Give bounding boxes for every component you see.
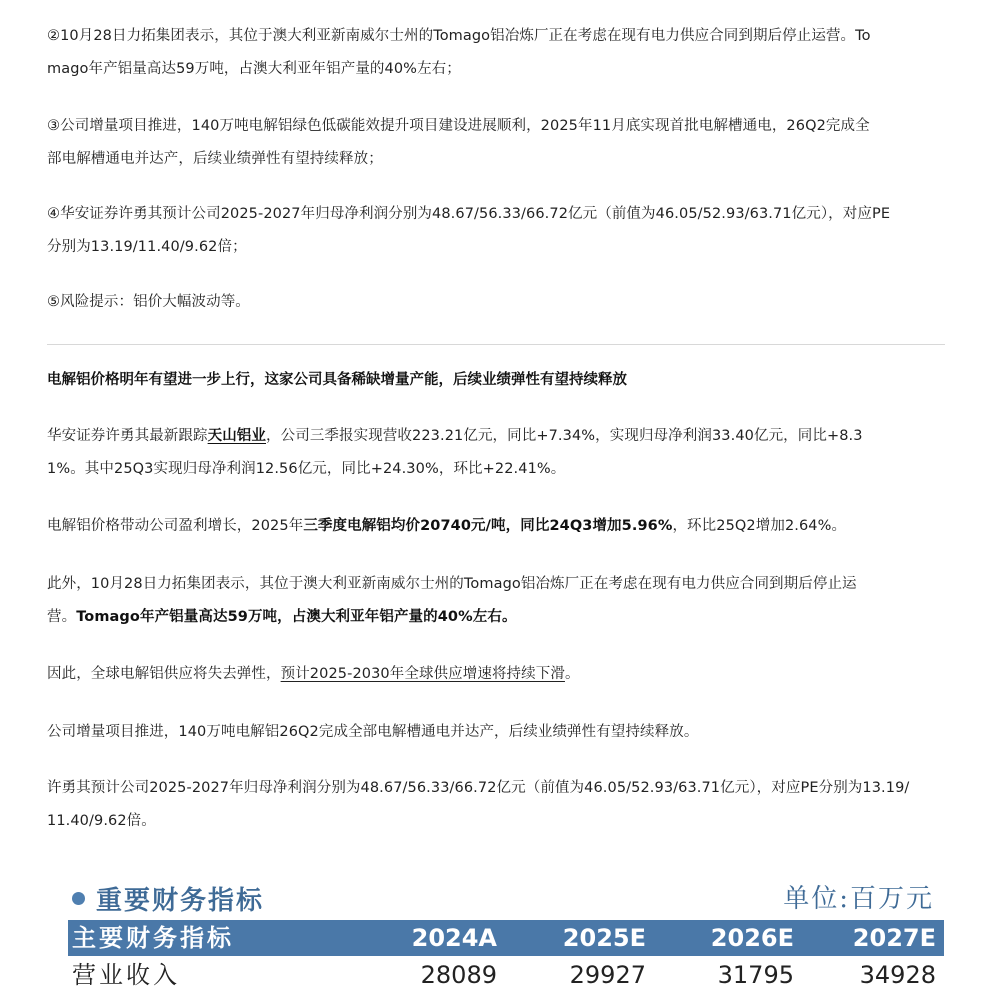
row-label: 营业收入 xyxy=(72,961,180,989)
header-cell-2026e: 2026E xyxy=(710,924,794,952)
para-4-post: 。 xyxy=(564,666,580,682)
point-3-line2: 部电解槽通电并达产，后续业绩弹性有望持续释放； xyxy=(47,151,383,167)
para-2-post: ，环比25Q2增加2.64%。 xyxy=(672,518,847,534)
para-4-underlined: 预计2025-2030年全球供应增速将持续下滑 xyxy=(280,666,565,682)
para-4-pre: 因此，全球电解铝供应将失去弹性， xyxy=(47,666,281,682)
row-cell-2025e: 29927 xyxy=(569,961,646,989)
point-3-line1: ③公司增量项目推进，140万吨电解铝绿色低碳能效提升项目建设进展顺利，2025年11月底实现首批电解槽通电，26Q2完成全 xyxy=(47,118,870,134)
header-cell-2027e: 2027E xyxy=(852,924,936,952)
point-4-line2: 分别为13.19/11.40/9.62倍； xyxy=(47,239,247,255)
article-heading: 电解铝价格明年有望进一步上行，这家公司具备稀缺增量产能，后续业绩弹性有望持续释放 xyxy=(47,372,627,388)
point-4 xyxy=(47,198,947,264)
financial-table-title-row xyxy=(68,876,944,920)
para-3-line2-bold: Tomago年产铝量高达59万吨，占澳大利亚年铝产量的40%左右。 xyxy=(76,609,517,625)
para-6-line1: 许勇其预计公司2025-2027年归母净利润分别为48.67/56.33/66.72亿元（前值为46.05/52.93/63.71亿元），对应PE分别为13.19/ xyxy=(47,780,910,796)
article-para-3 xyxy=(47,568,947,634)
row-cell-2024a: 28089 xyxy=(420,961,497,989)
company-link[interactable]: 天山铝业 xyxy=(207,428,267,444)
point-3 xyxy=(47,110,947,176)
row-cell-2026e: 31795 xyxy=(717,961,794,989)
point-2-line2: mago年产铝量高达59万吨，占澳大利亚年铝产量的40%左右； xyxy=(47,61,461,77)
financial-table-header xyxy=(68,920,944,956)
para-2-pre: 电解铝价格带动公司盈利增长，2025年 xyxy=(47,518,304,534)
article-para-5 xyxy=(47,716,947,749)
para-5-text: 公司增量项目推进，140万吨电解铝26Q2完成全部电解槽通电并达产，后续业绩弹性有望持续释放。 xyxy=(47,724,699,740)
financial-table-title: 重要财务指标 xyxy=(96,886,265,916)
para-2-bold: 三季度电解铝均价20740元/吨，同比24Q3增加5.96% xyxy=(303,518,673,534)
article-para-6 xyxy=(47,772,947,838)
para-1-pre: 华安证券许勇其最新跟踪 xyxy=(47,428,208,444)
para-6-line2: 11.40/9.62倍。 xyxy=(47,813,156,829)
point-2-line1: ②10月28日力拓集团表示，其位于澳大利亚新南威尔士州的Tomago铝冶炼厂正在考虑在现有电力供应合同到期后停止运营。To xyxy=(47,28,871,44)
section-divider xyxy=(47,344,945,345)
point-5 xyxy=(47,286,947,319)
article-para-4 xyxy=(47,658,947,691)
para-1-post: ，公司三季报实现营收223.21亿元，同比+7.34%，实现归母净利润33.40亿元，同比+8.3 xyxy=(266,428,863,444)
point-2 xyxy=(47,20,947,86)
row-cell-2027e: 34928 xyxy=(859,961,936,989)
header-cell-label: 主要财务指标 xyxy=(72,923,234,952)
bullet-dot-icon xyxy=(72,892,85,905)
para-3-line1: 此外，10月28日力拓集团表示，其位于澳大利亚新南威尔士州的Tomago铝冶炼厂正在考虑在现有电力供应合同到期后停止运 xyxy=(47,576,857,592)
table-row xyxy=(68,958,944,992)
header-cell-2024a: 2024A xyxy=(411,924,497,952)
header-cell-2025e: 2025E xyxy=(562,924,646,952)
point-5-text: ⑤风险提示：铝价大幅波动等。 xyxy=(47,294,250,310)
article-para-1 xyxy=(47,420,947,486)
para-1-line2: 1%。其中25Q3实现归母净利润12.56亿元，同比+24.30%，环比+22.41%。 xyxy=(47,461,566,477)
point-4-line1: ④华安证券许勇其预计公司2025-2027年归母净利润分别为48.67/56.33/66.72亿元（前值为46.05/52.93/63.71亿元），对应PE xyxy=(47,206,891,222)
article-para-2 xyxy=(47,510,947,543)
para-3-line2-pre: 营。 xyxy=(47,609,77,625)
financial-table-unit: 单位:百万元 xyxy=(783,884,934,914)
